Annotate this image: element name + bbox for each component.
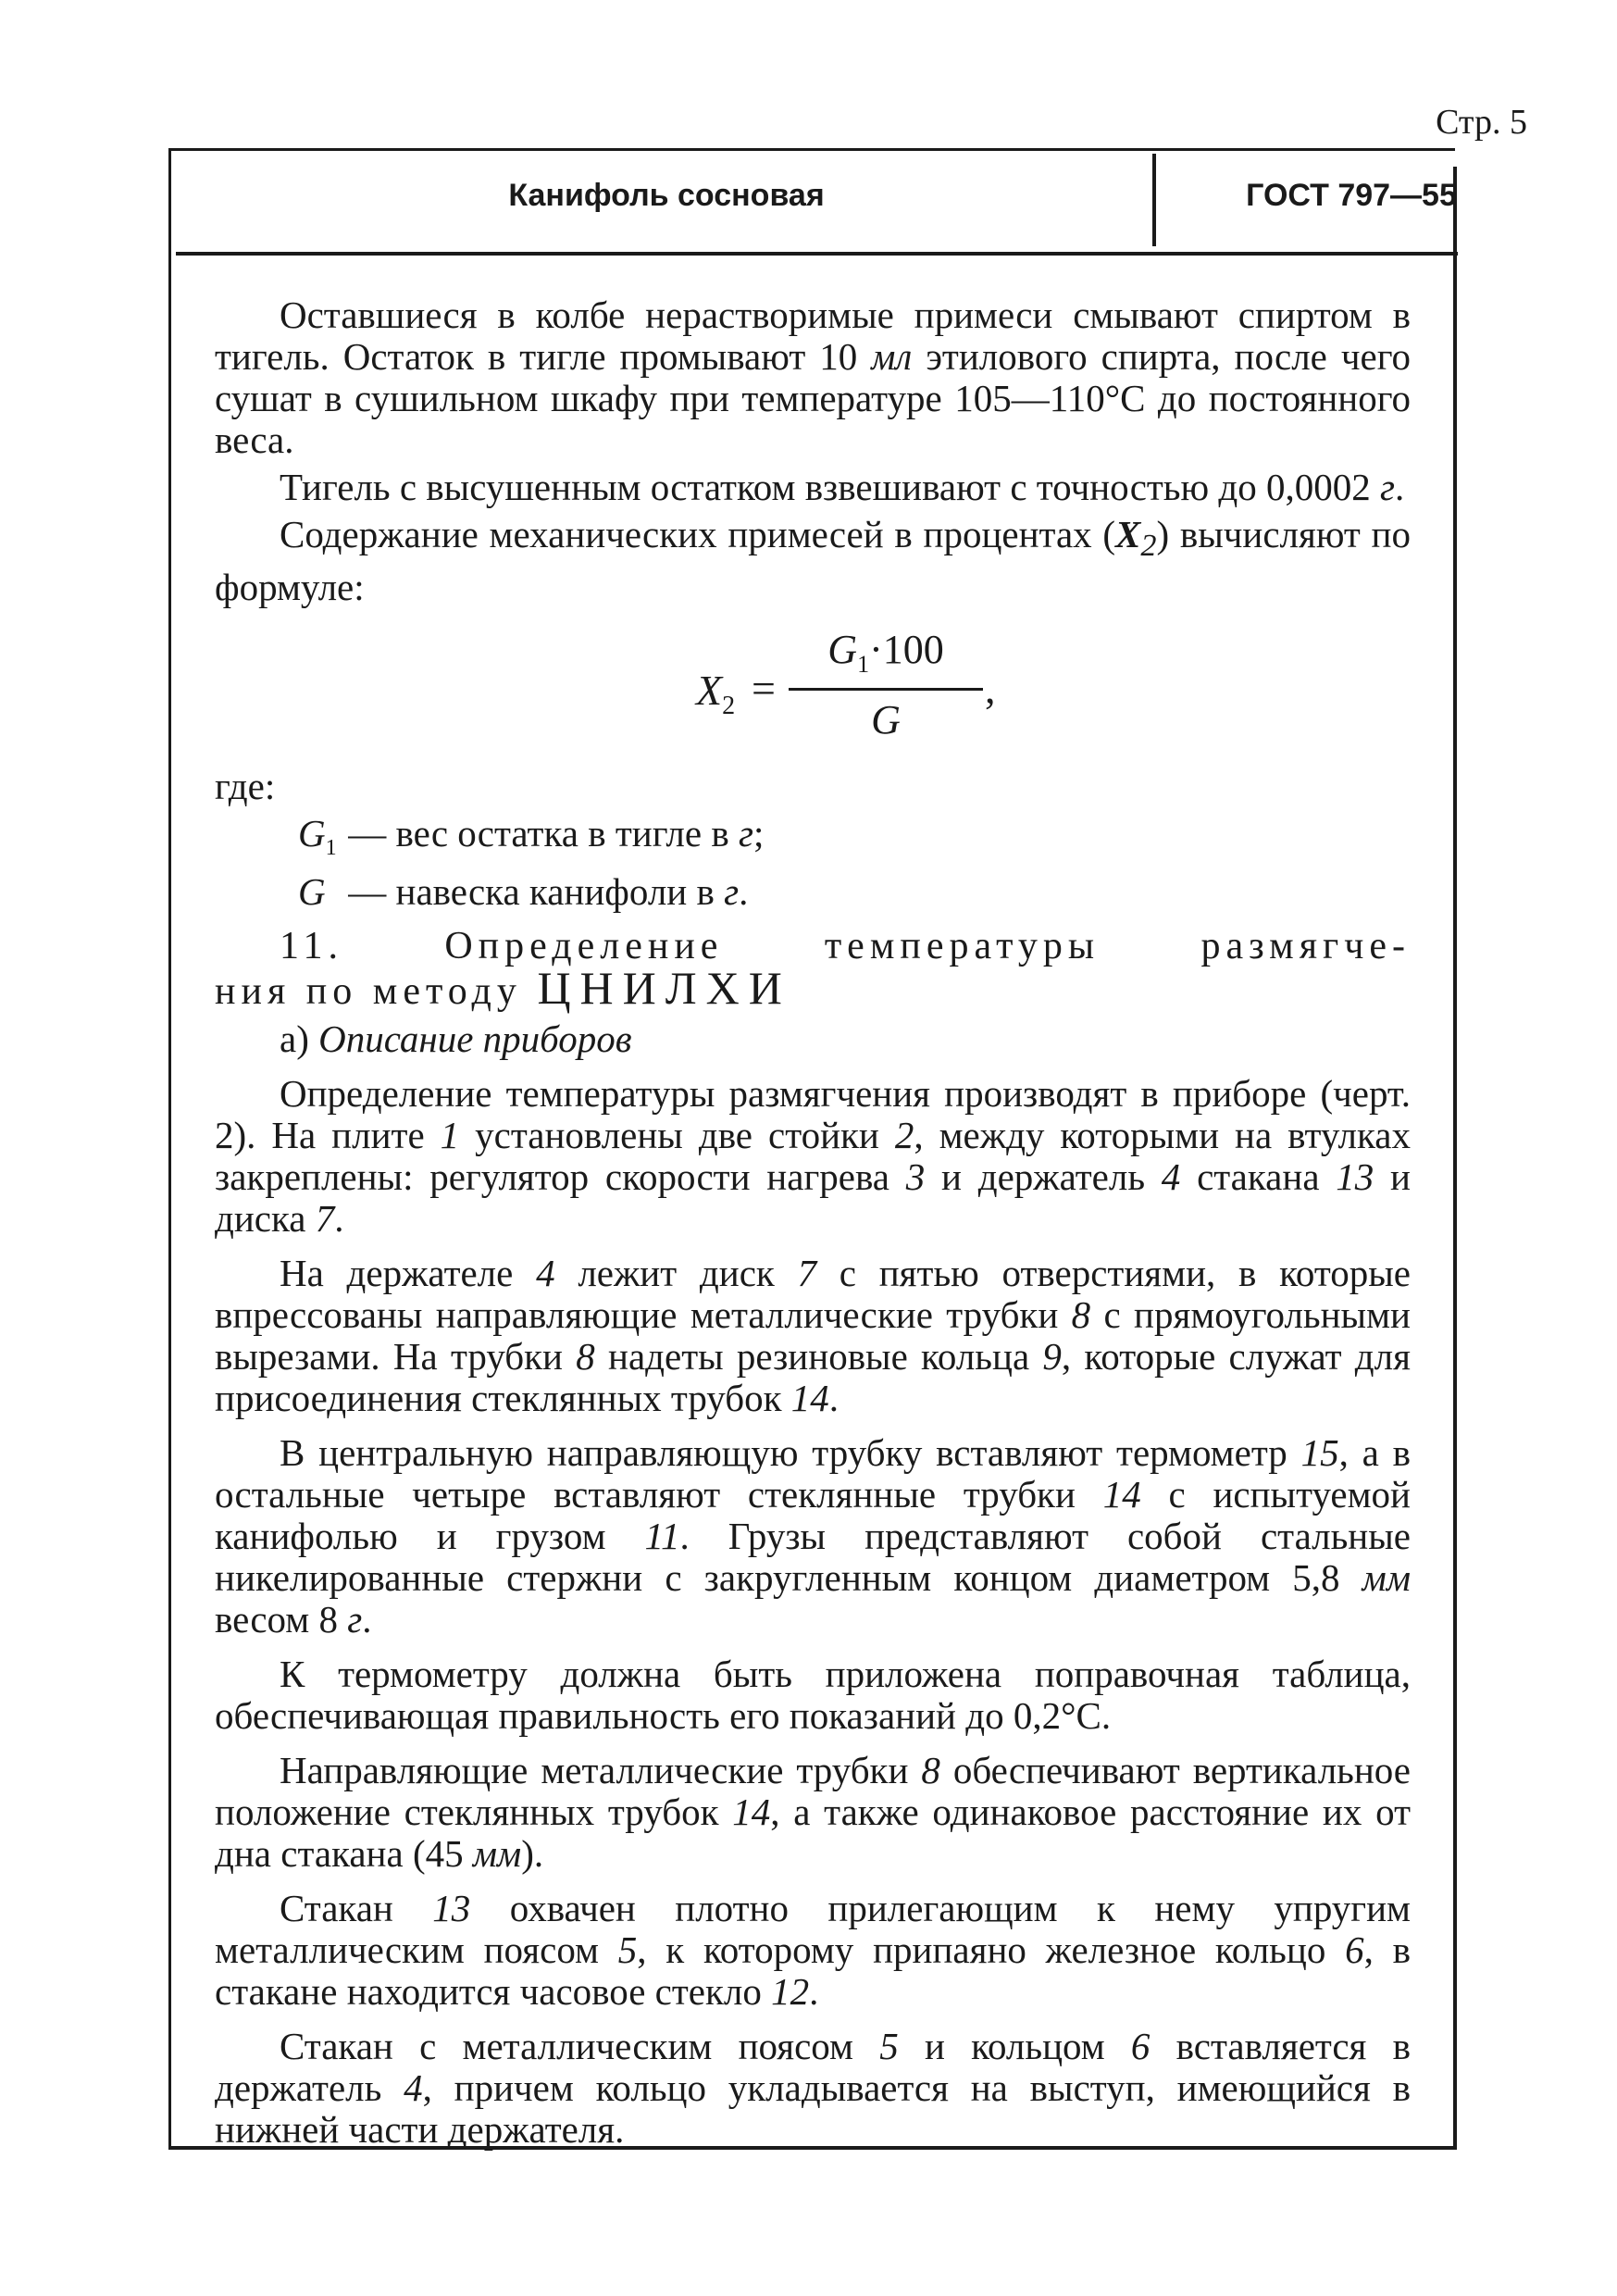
paragraph-correction-table: К термометру должна быть приложена поправочная таблица, обеспечивающая правильность его показаний до 0,2°С. <box>215 1653 1411 1738</box>
paragraph-apparatus: Определение температуры размягчения производят в приборе (черт. 2). На плите 1 установлены две стойки 2, между которыми на втулках закреплены: регулятор скорости нагрева 3 и держатель 4 стакана 13 и диска 7. <box>215 1072 1411 1241</box>
paragraph-guide-tubes: Направляющие металлические трубки 8 обеспечивают вертикальное положение стеклянных трубок 14, а также одинаковое расстояние их от дна стакана (45 мм). <box>215 1749 1412 1876</box>
paragraph-thermometer: В центральную направляющую трубку вставляют термометр 15, а в остальные четыре вставляют стеклянные трубки 14 с испытуемой канифолью и грузом 11. Грузы представляют собой стальные никелированные стержни с закругленным концом диаметром 5,8 мм весом 8 г. <box>215 1431 1411 1641</box>
document-body <box>215 294 1411 2156</box>
where-label: где: <box>215 765 276 808</box>
paragraph-formula-intro: Содержание механических примесей в процентах $(X_2)$ вычисляют по формуле: <box>215 513 1412 609</box>
header-divider <box>1152 154 1156 246</box>
formula-lhs: $X_2$ <box>696 667 736 721</box>
page-number: Стр. 5 <box>1436 103 1527 142</box>
formula-comma: , <box>985 665 996 713</box>
definition-g: G — навеска канифоли в г. <box>298 870 749 914</box>
formula-denominator: G <box>871 697 901 743</box>
standard-number: ГОСТ 797—55 <box>1246 178 1457 213</box>
paragraph-crucible-weighing: Тигель с высушенным остатком взвешивают с точностью до 0,0002 г. <box>280 466 1405 508</box>
definition-g1: $G_1$ — вес остатка в тигле в г; <box>298 812 765 861</box>
header-bottom-rule <box>176 252 1458 256</box>
document-title: Канифоль сосновая <box>508 178 825 213</box>
paragraph-residue-washing: Оставшиеся в колбе нерастворимые примеси смывают спиртом в тигель. Остаток в тигле промывают 10 мл этилового спирта, после чего сушат в сушильном шкафу при температуре 105—110°С до постоянного веса. <box>215 293 1411 461</box>
top-rule <box>168 148 1455 151</box>
paragraph-beaker-holder: Стакан с металлическим поясом 5 и кольцом 6 вставляется в держатель 4, причем кольцо укладывается на выступ, имеющийся в нижней части держателя. <box>215 2025 1412 2152</box>
formula-numerator: $G_1\cdot 100$ <box>827 627 944 678</box>
section-heading-11: 11. Определение температуры размягче- <box>280 925 1411 968</box>
right-border <box>1453 167 1457 2148</box>
paragraph-beaker-belt: Стакан 13 охвачен плотно прилегающим к нему упругим металлическим поясом 5, к которому припаяно железное кольцо 6, в стакане находится часовое стекло 12. <box>215 1887 1411 2014</box>
subsection-heading-a: а) Описание приборов <box>280 1017 632 1061</box>
paragraph-disk: На держателе 4 лежит диск 7 с пятью отверстиями, в которые впрессованы направляющие металлические трубки 8 с прямоугольными вырезами. На трубки 8 надеты резиновые кольца 9, которые служат для присоединения стеклянных трубок 14. <box>215 1252 1412 1420</box>
formula-equals: = <box>752 665 776 713</box>
section-heading-11-cont: ния по методу ЦНИЛХИ <box>215 962 791 1015</box>
fraction-bar <box>789 688 983 691</box>
formula-x2 <box>215 629 1411 758</box>
left-border <box>168 148 171 2148</box>
